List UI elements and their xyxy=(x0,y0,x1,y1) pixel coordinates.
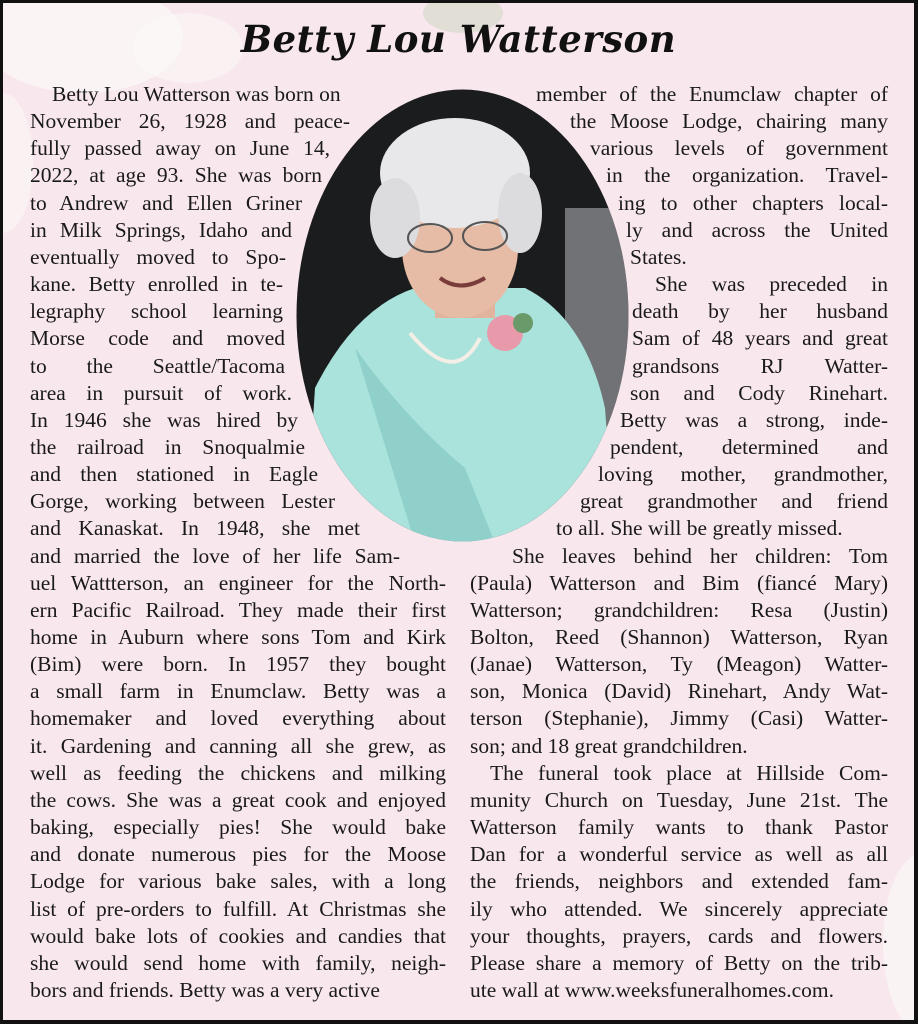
text-line: homemaker and loved everything about xyxy=(30,706,446,731)
text-line: kane. Betty enrolled in te- xyxy=(30,272,283,297)
text-line: ing to other chapters local- xyxy=(618,190,888,215)
text-line: baking, especially pies! She would bake xyxy=(30,815,446,840)
text-line: ly and across the United xyxy=(626,217,888,242)
portrait-photo xyxy=(295,88,630,543)
text-line: She leaves behind her children: Tom xyxy=(512,543,888,568)
text-line: in Milk Springs, Idaho and xyxy=(30,217,292,242)
text-line: She was preceded in xyxy=(655,272,888,297)
text-line: to the Seattle/Tacoma xyxy=(30,353,285,378)
text-line: fully passed away on June 14, xyxy=(30,136,330,161)
text-line: uel Wattterson, an engineer for the North- xyxy=(30,570,446,595)
obituary-page xyxy=(3,3,914,1020)
flower-decoration-left xyxy=(3,93,33,233)
text-line: Please share a memory of Betty on the trib- xyxy=(470,950,888,975)
text-line: son, Monica (David) Rinehart, Andy Wat- xyxy=(470,679,888,704)
text-line: home in Auburn where sons Tom and Kirk xyxy=(30,625,446,649)
text-line: ute wall at www.weeksfuneralhomes.com. xyxy=(470,977,834,1002)
text-line: a small farm in Enumclaw. Betty was a xyxy=(30,679,446,704)
text-line: terson (Stephanie), Jimmy (Casi) Watter- xyxy=(470,706,888,731)
text-line: States. xyxy=(630,244,687,269)
text-line: the railroad in Snoqualmie xyxy=(30,434,305,459)
text-line: death by her husband xyxy=(632,299,888,324)
text-line: Watterson; grandchildren: Resa (Justin) xyxy=(470,597,888,622)
text-line: eventually moved to Spo- xyxy=(30,244,286,269)
text-line: Lodge for various bake sales, with a long xyxy=(30,869,446,894)
text-line: pendent, determined and xyxy=(610,434,888,459)
text-line: and donate numerous pies for the Moose xyxy=(30,842,446,867)
text-line: son; and 18 great grandchildren. xyxy=(470,733,748,758)
text-line: munity Church on Tuesday, June 21st. The xyxy=(470,787,888,812)
text-line: (Janae) Watterson, Ty (Meagon) Watter- xyxy=(470,652,888,677)
text-line: In 1946 she was hired by xyxy=(30,407,298,432)
text-line: legraphy school learning xyxy=(30,299,283,324)
text-line: Sam of 48 years and great xyxy=(632,326,888,351)
text-line: son and Cody Rinehart. xyxy=(630,380,888,405)
text-line: list of pre-orders to fulfill. At Christmas she xyxy=(30,896,446,921)
text-line: your thoughts, prayers, cards and flowers. xyxy=(470,923,888,948)
obituary-title: Betty Lou Watterson xyxy=(240,17,677,61)
text-line: Morse code and moved xyxy=(30,326,285,351)
text-line: Gorge, working between Lester xyxy=(30,489,335,514)
text-line: to all. She will be greatly missed. xyxy=(556,516,843,541)
text-line: various levels of government xyxy=(590,136,888,161)
text-line: (Bim) were born. In 1957 they bought xyxy=(30,652,446,677)
text-line: Bolton, Reed (Shannon) Watterson, Ryan xyxy=(470,625,888,649)
text-line: and then stationed in Eagle xyxy=(30,462,318,487)
text-line: to Andrew and Ellen Griner xyxy=(30,190,302,215)
text-line: in the organization. Travel- xyxy=(606,163,888,188)
text-line: great grandmother and friend xyxy=(580,489,888,514)
text-line: would bake lots of cookies and candies that xyxy=(30,923,446,948)
text-line: member of the Enumclaw chapter of xyxy=(536,82,888,106)
text-line: Watterson family wants to thank Pastor xyxy=(470,815,888,840)
text-line: November 26, 1928 and peace- xyxy=(30,109,350,134)
text-line: area in pursuit of work. xyxy=(30,380,292,405)
text-line: 2022, at age 93. She was born xyxy=(30,163,322,188)
text-line: the friends, neighbors and extended fam- xyxy=(470,869,888,894)
text-line: grandsons RJ Watter- xyxy=(632,353,888,378)
text-line: ily who attended. We sincerely appreciate xyxy=(470,896,888,921)
text-line: it. Gardening and canning all she grew, as xyxy=(30,733,446,758)
text-line: ern Pacific Railroad. They made their first xyxy=(30,597,446,622)
text-line: Dan for a wonderful service as well as all xyxy=(470,842,888,867)
text-line: the Moose Lodge, chairing many xyxy=(570,109,888,134)
text-line: loving mother, grandmother, xyxy=(598,462,888,487)
text-line: (Paula) Watterson and Bim (fiancé Mary) xyxy=(470,570,888,595)
text-line: she would send home with family, neigh- xyxy=(30,950,446,975)
text-line: the cows. She was a great cook and enjoyed xyxy=(30,787,446,812)
text-line: Betty was a strong, inde- xyxy=(620,407,888,432)
text-line: The funeral took place at Hillside Com- xyxy=(490,760,888,785)
text-line: Betty Lou Watterson was born on xyxy=(52,82,341,106)
text-line: well as feeding the chickens and milking xyxy=(30,760,446,785)
text-line: and Kanaskat. In 1948, she met xyxy=(30,516,360,541)
text-line: bors and friends. Betty was a very active xyxy=(30,977,380,1002)
text-line: and married the love of her life Sam- xyxy=(30,543,400,568)
